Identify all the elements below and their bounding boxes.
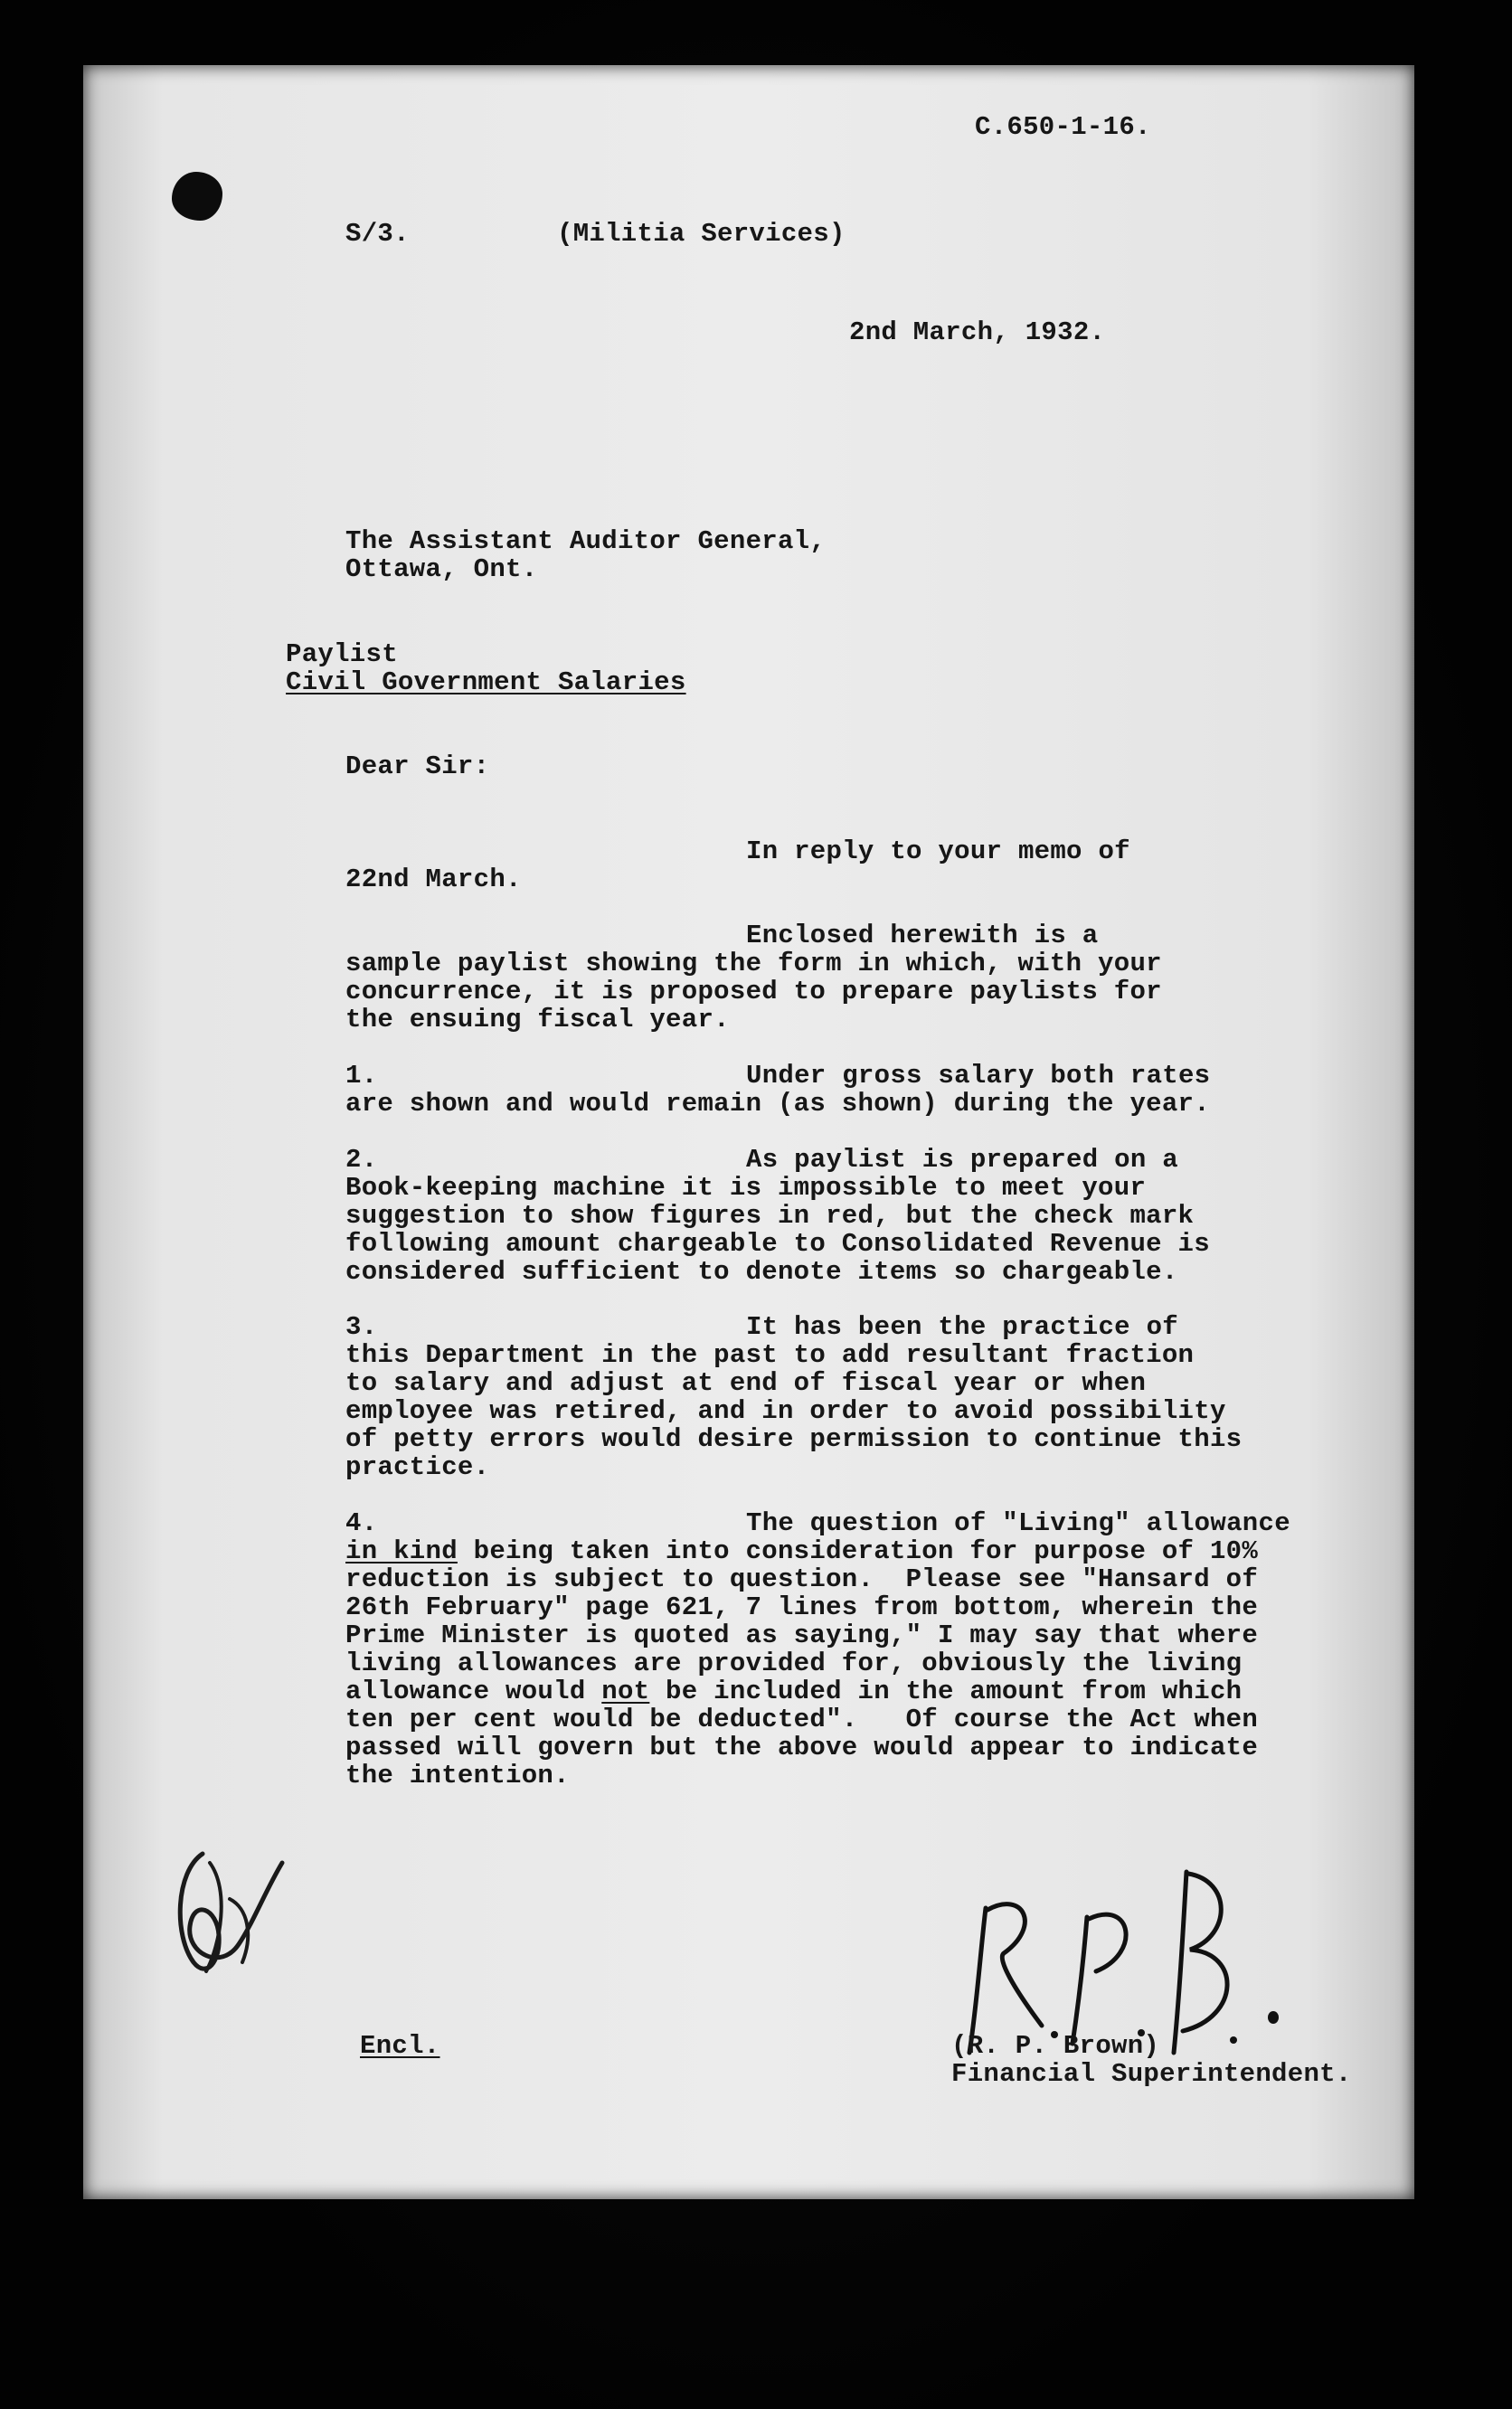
para-4-line-7-b: be included in the amount from which (649, 1677, 1243, 1706)
para-2-line-3: suggestion to show figures in red, but the check mark (345, 1201, 1195, 1231)
letter-date: 2nd March, 1932. (849, 317, 1106, 347)
signatory-title: Financial Superintendent. (951, 2059, 1352, 2089)
letter-page (83, 65, 1414, 2199)
para-4-line-5: Prime Minister is quoted as saying," I may say that where (345, 1620, 1259, 1650)
para-3-line-2: this Department in the past to add resultant fraction (345, 1340, 1195, 1370)
enclosed-line-2: sample paylist showing the form in which, with your (345, 949, 1162, 978)
para-3-line-1: It has been the practice of (746, 1312, 1178, 1342)
para-4-line-8: ten per cent would be deducted". Of course the Act when (345, 1705, 1259, 1734)
para-1-line-2: are shown and would remain (as shown) during the year. (345, 1089, 1210, 1119)
para-1-line-1: Under gross salary both rates (746, 1061, 1211, 1091)
addressee-line-2: Ottawa, Ont. (345, 554, 538, 584)
enclosed-line-3: concurrence, it is proposed to prepare paylists for (345, 977, 1162, 1006)
para-4-line-7 (345, 1678, 1242, 1706)
intro-line-1: In reply to your memo of (746, 836, 1130, 866)
file-number: C.650-1-16. (975, 112, 1151, 142)
subject-line-1: Paylist (286, 639, 398, 669)
ink-dot (1268, 2011, 1279, 2024)
para-4-line-7-a: allowance would (345, 1677, 602, 1706)
para-3-line-4: employee was retired, and in order to avoid possibility (345, 1396, 1226, 1426)
enclosed-line-1: Enclosed herewith is a (746, 921, 1099, 950)
para-2-line-4: following amount chargeable to Consolidated Revenue is (345, 1229, 1210, 1259)
para-3-line-6: practice. (345, 1452, 490, 1482)
para-3-line-5: of petty errors would desire permission to continue this (345, 1424, 1243, 1454)
para-2-line-2: Book-keeping machine it is impossible to meet your (345, 1173, 1147, 1203)
para-4-underline-in-kind: in kind (345, 1536, 458, 1566)
service-label: (Militia Services) (557, 219, 846, 249)
para-4-underline-not: not (601, 1677, 650, 1706)
para-4-line-2 (345, 1538, 1258, 1566)
reference-code: S/3. (345, 219, 410, 249)
para-4-number: 4. (345, 1508, 378, 1538)
handwritten-initial-mark (166, 1836, 293, 1989)
enclosure-note: Encl. (360, 2031, 440, 2061)
para-1-number: 1. (345, 1061, 378, 1091)
para-2-line-1: As paylist is prepared on a (746, 1145, 1178, 1175)
para-4-line-6: living allowances are provided for, obviously the living (345, 1649, 1243, 1678)
para-3-number: 3. (345, 1312, 378, 1342)
salutation: Dear Sir: (345, 751, 490, 781)
para-4-line-10: the intention. (345, 1761, 570, 1790)
para-4-line-1: The question of "Living" allowance (746, 1508, 1290, 1538)
subject-line-2: Civil Government Salaries (286, 667, 686, 697)
signatory-name: (R. P. Brown) (951, 2031, 1160, 2061)
addressee-line-1: The Assistant Auditor General, (345, 526, 827, 556)
para-4-line-2-rest: being taken into consideration for purpose of 10% (457, 1536, 1259, 1566)
para-4-line-3: reduction is subject to question. Please see "Hansard of (345, 1564, 1259, 1594)
ink-blot (172, 172, 222, 221)
para-4-line-9: passed will govern but the above would appear to indicate (345, 1733, 1259, 1762)
intro-line-2: 22nd March. (345, 864, 522, 894)
para-2-number: 2. (345, 1145, 378, 1175)
enclosed-line-4: the ensuing fiscal year. (345, 1005, 730, 1034)
para-4-line-4: 26th February" page 621, 7 lines from bottom, wherein the (345, 1592, 1259, 1622)
para-2-line-5: considered sufficient to denote items so chargeable. (345, 1257, 1178, 1287)
para-3-line-3: to salary and adjust at end of fiscal year or when (345, 1368, 1147, 1398)
